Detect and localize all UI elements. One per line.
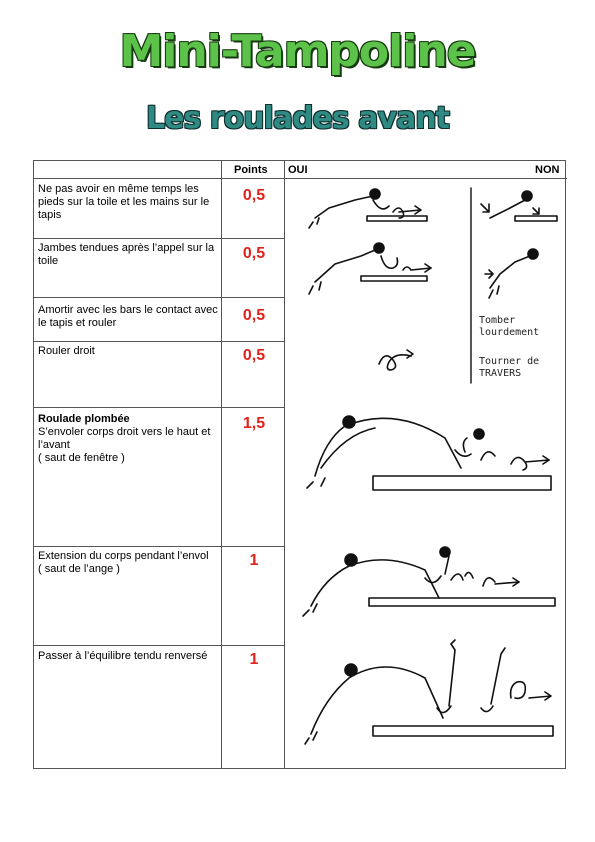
- criterion-text: Amortir avec les bars le contact avec le tapis et rouler: [38, 304, 218, 329]
- illustration-svg: [285, 178, 565, 768]
- points-value: 1,5: [242, 415, 266, 432]
- criterion-text: Extension du corps pendant l’envol ( saut de l’ange ): [38, 550, 209, 575]
- evaluation-table: [33, 160, 566, 769]
- points-value: 0,5: [242, 245, 266, 262]
- page-subtitle: Les roulades avant: [146, 101, 449, 136]
- header-oui: OUI: [288, 164, 308, 176]
- criterion-text: Passer à l’équilibre tendu renversé: [38, 650, 208, 662]
- row-divider: [34, 407, 285, 408]
- row-divider: [34, 546, 285, 547]
- annotation-text: TRAVERS: [479, 368, 522, 379]
- points-value: 1: [249, 651, 259, 668]
- row-divider: [34, 645, 285, 646]
- page-title: Mini-Tampoline: [119, 26, 476, 77]
- criterion-text: S’envoler corps droit vers le haut et l’avant ( saut de fenêtre ): [38, 426, 211, 464]
- criterion-bold: Roulade plombée: [38, 413, 130, 425]
- criterion-text: Jambes tendues après l’appel sur la toile: [38, 242, 215, 267]
- illustration-area: [285, 178, 565, 768]
- criterion-text: Ne pas avoir en même temps les pieds sur la toile et les mains sur le tapis: [38, 183, 210, 221]
- header-points: Points: [234, 164, 268, 176]
- row-divider: [34, 297, 285, 298]
- header-non: NON: [535, 164, 560, 176]
- criterion-block: [38, 413, 221, 465]
- annotation-text: Tomber: [479, 315, 516, 326]
- points-value: 0,5: [242, 307, 266, 324]
- annotation-text: lourdement: [479, 327, 540, 338]
- row-divider: [34, 341, 285, 342]
- annotation-text: Tourner de: [479, 356, 540, 367]
- points-value: 1: [249, 552, 259, 569]
- row-divider: [34, 238, 285, 239]
- points-value: 0,5: [242, 187, 266, 204]
- column-divider: [221, 161, 222, 768]
- criterion-text: Rouler droit: [38, 345, 95, 357]
- points-value: 0,5: [242, 347, 266, 364]
